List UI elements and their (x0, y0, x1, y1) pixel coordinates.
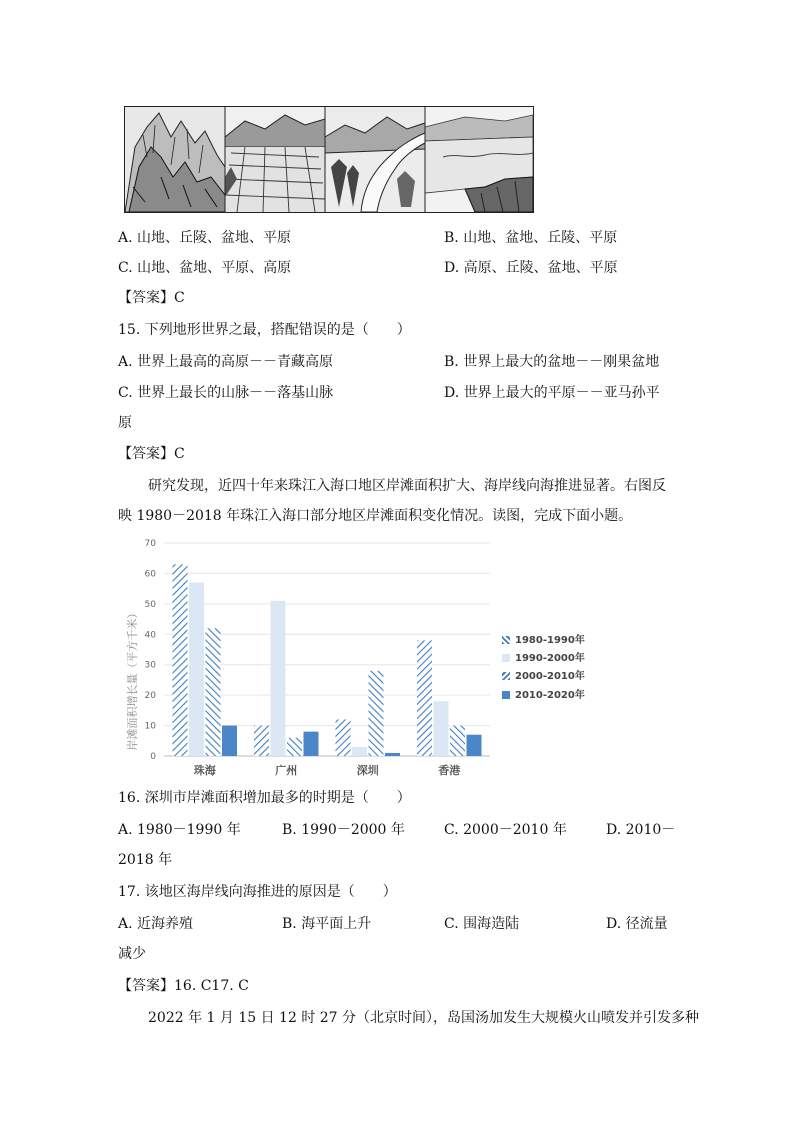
legend-label-3: 2000-2010年 (515, 671, 585, 682)
y-tick-label: 30 (144, 660, 156, 671)
y-tick-label: 50 (144, 599, 156, 610)
legend-label-4: 2010-2020年 (515, 690, 585, 701)
legend-swatch-2 (502, 654, 510, 662)
legend-item-2 (502, 649, 585, 664)
q15-option-c: C. 世界上最长的山脉－－落基山脉 (118, 385, 334, 401)
bar-深圳-1990-2000年 (352, 747, 367, 756)
q15-option-a: A. 世界上最高的高原－－青藏高原 (118, 354, 334, 370)
y-tick-label: 10 (144, 721, 156, 732)
bar-香港-2010-2020年 (467, 735, 482, 756)
q17-option-d: D. 径流量 (606, 916, 668, 932)
q14-option-b: B. 山地、盆地、丘陵、平原 (444, 230, 618, 246)
q14-option-c: C. 山地、盆地、平原、高原 (118, 260, 292, 276)
x-axis-labels (194, 763, 461, 777)
legend-label-2: 1990-2000年 (515, 653, 585, 664)
q16-17-answer: 【答案】16. C17. C (118, 978, 249, 994)
q15-stem: 15. 下列地形世界之最，搭配错误的是（ ） (118, 322, 411, 338)
landform-sketch (125, 107, 533, 212)
y-tick-label: 60 (144, 569, 156, 580)
legend-item-1 (502, 631, 585, 646)
bar-广州-2000-2010年 (287, 738, 302, 756)
passage-next-line: 2022 年 1 月 15 日 12 时 27 分（北京时间），岛国汤加发生大规模火山喷发并引发多种 (148, 1010, 700, 1026)
q16-option-b: B. 1990－2000 年 (282, 822, 405, 838)
chart-bars (173, 564, 482, 756)
q16-option-c: C. 2000－2010 年 (444, 822, 567, 838)
bar-珠海-1990-2000年 (189, 583, 204, 756)
bar-珠海-2010-2020年 (222, 726, 237, 756)
passage-line-1: 研究发现，近四十年来珠江入海口地区岸滩面积扩大、海岸线向海推进显著。右图反 (148, 478, 666, 494)
x-category-label: 香港 (438, 764, 461, 777)
q16-option-a: A. 1980－1990 年 (118, 822, 241, 838)
bar-深圳-2000-2010年 (369, 671, 384, 756)
q15-option-d-cont: 原 (118, 415, 132, 431)
y-axis-ticks (145, 539, 157, 762)
y-tick-label: 70 (144, 539, 156, 549)
bar-广州-1990-2000年 (271, 601, 286, 756)
passage-line-2: 映 1980－2018 年珠江入海口部分地区岸滩面积变化情况。读图，完成下面小题。 (118, 508, 633, 524)
x-category-label: 广州 (275, 764, 298, 777)
bar-深圳-1980-1990年 (336, 719, 351, 756)
legend-swatch-1 (502, 636, 510, 644)
q15-option-d: D. 世界上最大的平原－－亚马孙平 (444, 385, 660, 401)
bar-香港-1980-1990年 (417, 640, 432, 756)
y-axis-label: 岸滩面积增长量（平方千米） (126, 607, 139, 751)
bar-珠海-2000-2010年 (206, 628, 221, 756)
bar-广州-1980-1990年 (254, 726, 269, 756)
bar-珠海-1980-1990年 (173, 564, 188, 756)
y-tick-label: 20 (144, 691, 156, 702)
q17-stem: 17. 该地区海岸线向海推进的原因是（ ） (118, 884, 397, 900)
q14-answer: 【答案】C (118, 290, 185, 306)
q17-option-d-cont: 减少 (118, 946, 146, 962)
legend-item-4 (502, 686, 585, 701)
q14-option-a: A. 山地、丘陵、盆地、平原 (118, 230, 292, 246)
q16-option-d: D. 2010－ (606, 822, 676, 838)
x-category-label: 深圳 (356, 764, 379, 777)
q17-option-b: B. 海平面上升 (282, 916, 372, 932)
q15-answer: 【答案】C (118, 446, 185, 462)
q17-option-c: C. 围海造陆 (444, 916, 520, 932)
landform-illustration (124, 106, 534, 213)
q17-option-a: A. 近海养殖 (118, 916, 194, 932)
y-tick-label: 0 (150, 752, 156, 762)
legend-item-3 (502, 667, 585, 682)
q16-option-d-cont: 2018 年 (118, 852, 173, 868)
bar-深圳-2010-2020年 (385, 753, 400, 756)
legend-label-1: 1980-1990年 (515, 635, 585, 646)
bar-香港-1990-2000年 (434, 701, 449, 756)
legend-swatch-3 (502, 672, 510, 680)
q16-stem: 16. 深圳市岸滩面积增加最多的时期是（ ） (118, 790, 411, 806)
bar-广州-2010-2020年 (304, 732, 319, 756)
legend-swatch-4 (502, 691, 510, 699)
x-category-label: 珠海 (193, 764, 216, 777)
bar-香港-2000-2010年 (450, 726, 465, 756)
q15-option-b: B. 世界上最大的盆地－－刚果盆地 (444, 354, 660, 370)
q14-option-d: D. 高原、丘陵、盆地、平原 (444, 260, 618, 276)
y-tick-label: 40 (144, 630, 156, 641)
